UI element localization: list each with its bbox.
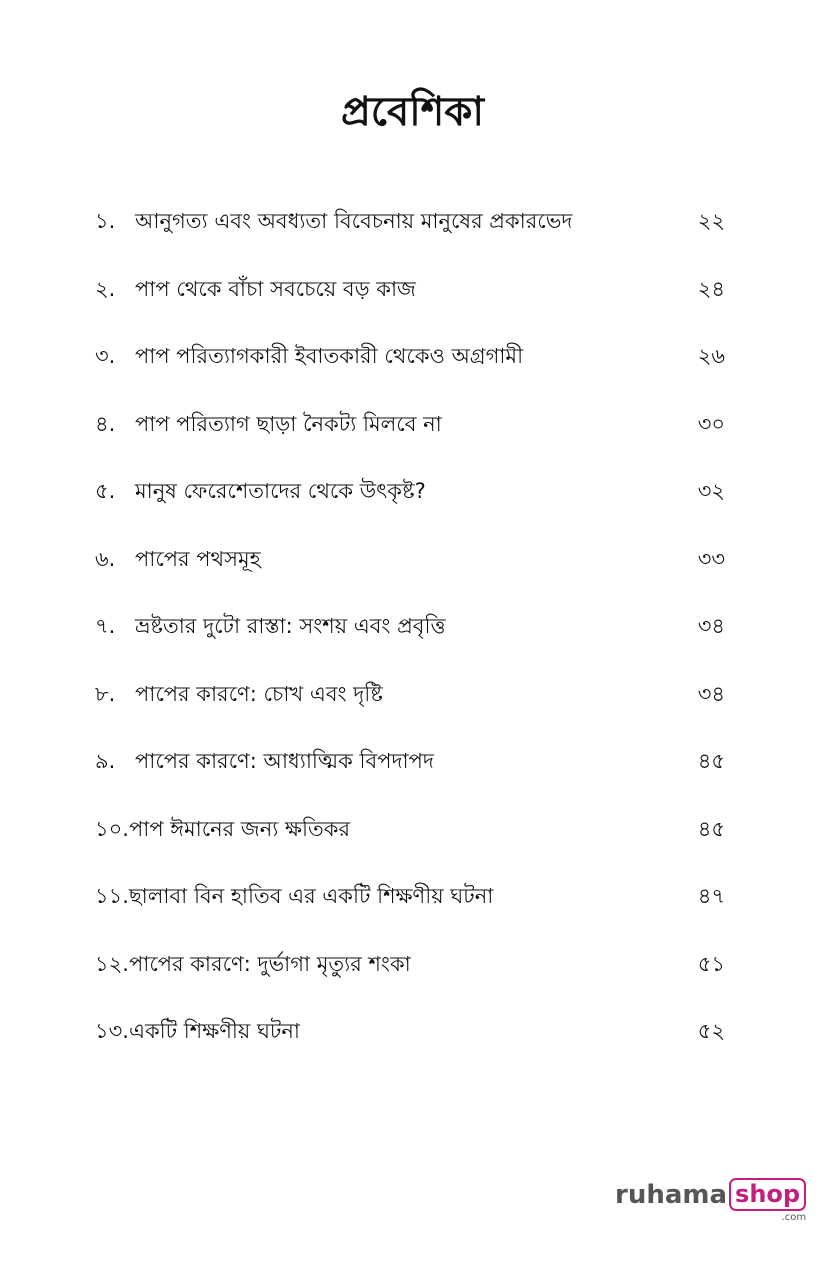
toc-entry [95, 813, 735, 881]
toc-entry-number: ১. [95, 209, 116, 233]
toc-entry [95, 880, 735, 948]
page-title: প্রবেশিকা [341, 89, 484, 135]
toc-entry-page: ৪৫ [697, 749, 725, 773]
toc-entry-number: ৬. [95, 546, 116, 571]
toc-entry-page: ২২ [697, 209, 725, 233]
toc-entry-title: পাপ পরিত্যাগকারী ইবাতকারী থেকেও অগ্রগামী [135, 344, 524, 368]
toc-entry-number: ৩. [95, 344, 116, 368]
toc-entry-title: আনুগত্য এবং অবধ্যতা বিবেচনায় মানুষের প্রকারভেদ [135, 209, 573, 233]
logo-com-text: .com [781, 1212, 807, 1223]
toc-entry-number: ১১. [95, 884, 129, 908]
toc-entry-number: ৭. [95, 614, 116, 638]
toc-entry-page: ৫২ [697, 1019, 725, 1043]
logo-shop-badge [729, 1178, 806, 1223]
ruhamashop-logo [615, 1178, 806, 1223]
toc-entry-title: মানুষ ফেরেশেতাদের থেকে উৎকৃষ্ট? [135, 479, 426, 503]
toc-entry-number: ২. [95, 276, 116, 301]
toc-entry-page: ৩০ [697, 411, 725, 436]
toc-entry [95, 205, 735, 273]
toc-entry [95, 543, 735, 611]
toc-entry-title: একটি শিক্ষণীয় ঘটনা [128, 1019, 300, 1043]
toc-entry-number: ৪. [95, 411, 116, 436]
toc-entry [95, 1015, 735, 1083]
toc-entry-page: ২৪ [697, 276, 725, 301]
toc-entry-page: ৪৭ [697, 884, 725, 908]
toc-entry-number: ৮. [95, 681, 116, 706]
toc-entry-number: ৯. [95, 749, 116, 773]
toc-entry [95, 273, 735, 341]
toc-entry [95, 340, 735, 408]
toc-entry-title: পাপ পরিত্যাগ ছাড়া নৈকট্য মিলবে না [135, 411, 442, 436]
toc-entry [95, 475, 735, 543]
toc-entry [95, 678, 735, 746]
toc-entry-number: ১০. [95, 816, 129, 841]
toc-entry [95, 408, 735, 476]
logo-ruhama-text: ruhama [615, 1180, 728, 1210]
toc-entry-title: ভ্রষ্টতার দুটো রাস্তা: সংশয় এবং প্রবৃত্তি [135, 614, 446, 638]
logo-shop-text: shop [729, 1178, 806, 1211]
toc-entry-number: ১২. [95, 951, 129, 976]
toc-entry [95, 745, 735, 813]
toc-entry [95, 948, 735, 1016]
toc-entry-title: পাপের কারণে: চোখ এবং দৃষ্টি [135, 681, 383, 706]
toc-entry-title: পাপ ঈমানের জন্য ক্ষতিকর [128, 816, 351, 841]
toc-entry-title: ছালাবা বিন হাতিব এর একটি শিক্ষণীয় ঘটনা [128, 884, 494, 908]
toc-entry-page: ৪৫ [697, 816, 725, 841]
toc-entry-page: ৩৩ [697, 546, 725, 571]
toc-entry-number: ৫. [95, 479, 116, 503]
toc-entry-page: ৫১ [697, 951, 725, 976]
toc-entry-page: ২৬ [697, 344, 725, 368]
toc-entry-title: পাপের কারণে: আধ্যাত্মিক বিপদাপদ [135, 749, 434, 773]
toc-entry-title: পাপের কারণে: দুর্ভাগা মৃত্যুর শংকা [128, 951, 411, 976]
toc-entry-title: পাপ থেকে বাঁচা সবচেয়ে বড় কাজ [135, 276, 416, 301]
toc-entry-page: ৩৪ [697, 681, 725, 706]
toc-entry-number: ১৩. [95, 1019, 129, 1043]
toc-entry-page: ৩২ [697, 479, 725, 503]
toc-entry [95, 610, 735, 678]
table-of-contents [95, 205, 735, 1083]
toc-entry-page: ৩৪ [697, 614, 725, 638]
toc-entry-title: পাপের পথসমূহ [135, 546, 261, 571]
